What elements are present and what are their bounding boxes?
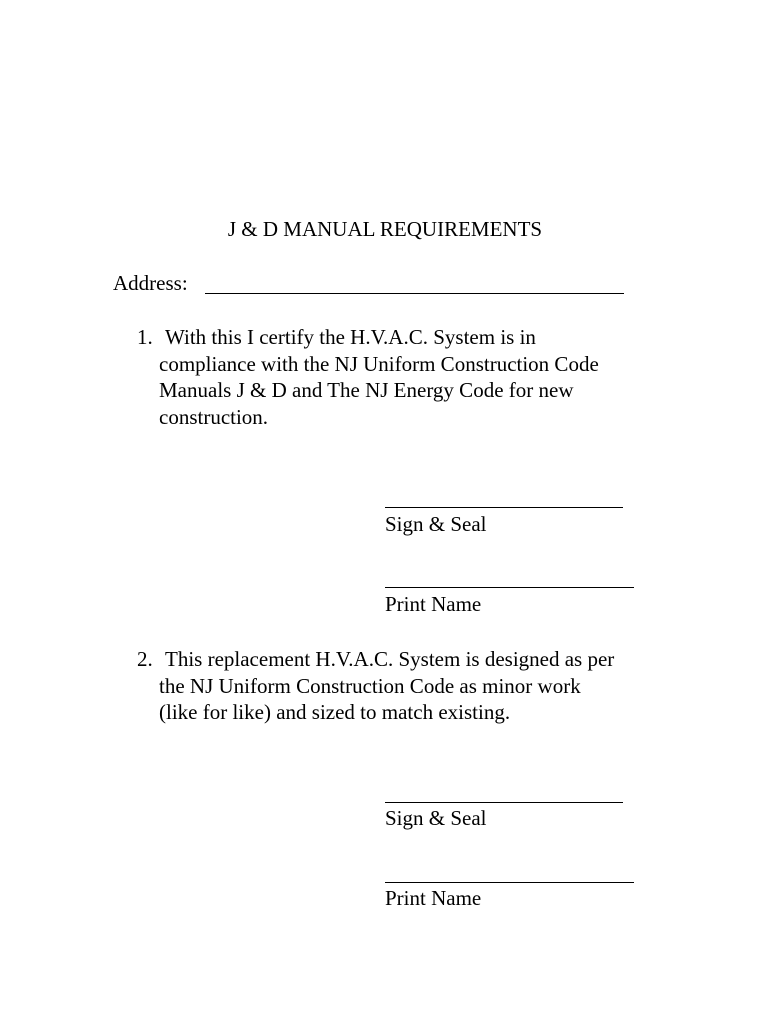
item-2-line: (like for like) and sized to match existing. <box>159 700 511 724</box>
item-2-text <box>159 646 679 726</box>
item-2-line: This replacement H.V.A.C. System is designed as per <box>165 647 615 671</box>
item-2-print-name-line[interactable] <box>385 882 634 883</box>
document-title: J & D MANUAL REQUIREMENTS <box>227 217 543 241</box>
item-1-signature-label: Sign & Seal <box>385 512 487 536</box>
address-field-line[interactable] <box>205 293 624 294</box>
item-2-signature-line[interactable] <box>385 802 623 803</box>
item-1-number: 1. <box>137 325 153 349</box>
item-1-text <box>159 324 679 430</box>
item-2-signature-label: Sign & Seal <box>385 806 487 830</box>
item-1-line: compliance with the NJ Uniform Construction Code <box>159 351 599 376</box>
item-1-line: construction. <box>159 404 269 429</box>
address-label: Address: <box>113 271 188 295</box>
item-2-number: 2. <box>137 647 153 671</box>
item-1-line: With this I certify the H.V.A.C. System is in <box>165 325 536 349</box>
item-1-signature-line[interactable] <box>385 507 623 508</box>
item-2-line: the NJ Uniform Construction Code as minor work <box>159 673 581 698</box>
item-1-print-name-line[interactable] <box>385 587 634 588</box>
item-1-line: Manuals J & D and The NJ Energy Code for new <box>159 378 574 402</box>
item-1-print-name-label: Print Name <box>385 592 482 616</box>
item-2-print-name-label: Print Name <box>385 886 482 910</box>
